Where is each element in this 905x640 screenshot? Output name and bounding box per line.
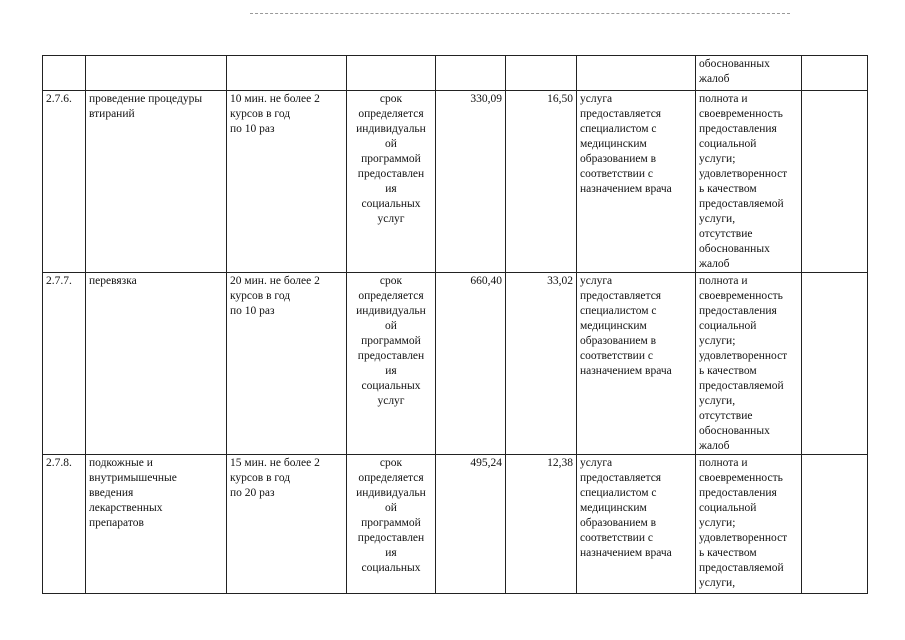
cell-extra	[802, 455, 868, 594]
cell-conditions	[577, 56, 696, 91]
cell-quality: полнота и своевременность предоставления социальной услуги; удовлетворенност ь качеством предоставляемой услуги, отсутствие обоснованных жалоб	[696, 91, 802, 273]
cell-term: срок определяется индивидуальн ой программой предоставлен ия социальных услуг	[347, 91, 436, 273]
cell-num	[43, 56, 86, 91]
table-row	[43, 455, 868, 594]
cell-conditions: услуга предоставляется специалистом с медицинским образованием в соответствии с назначением врача	[577, 455, 696, 594]
cell-num: 2.7.6.	[43, 91, 86, 273]
cell-rate: 33,02	[506, 273, 577, 455]
cell-time: 20 мин. не более 2 курсов в год по 10 раз	[227, 273, 347, 455]
cell-price	[436, 56, 506, 91]
cell-name: проведение процедуры втираний	[86, 91, 227, 273]
cell-num: 2.7.8.	[43, 455, 86, 594]
cell-num: 2.7.7.	[43, 273, 86, 455]
cell-time: 10 мин. не более 2 курсов в год по 10 раз	[227, 91, 347, 273]
cell-quality: полнота и своевременность предоставления социальной услуги; удовлетворенност ь качеством предоставляемой услуги, отсутствие обоснованных жалоб	[696, 273, 802, 455]
services-table	[42, 55, 868, 594]
table-row	[43, 273, 868, 455]
cell-term: срок определяется индивидуальн ой программой предоставлен ия социальных	[347, 455, 436, 594]
cell-price: 495,24	[436, 455, 506, 594]
cell-time: 15 мин. не более 2 курсов в год по 20 раз	[227, 455, 347, 594]
cell-conditions: услуга предоставляется специалистом с медицинским образованием в соответствии с назначением врача	[577, 273, 696, 455]
cell-quality: полнота и своевременность предоставления социальной услуги; удовлетворенност ь качеством предоставляемой услуги,	[696, 455, 802, 594]
cell-name: подкожные и внутримышечные введения лекарственных препаратов	[86, 455, 227, 594]
cell-term: срок определяется индивидуальн ой программой предоставлен ия социальных услуг	[347, 273, 436, 455]
cell-extra	[802, 91, 868, 273]
cell-extra	[802, 56, 868, 91]
cell-quality: обоснованных жалоб	[696, 56, 802, 91]
cell-price: 660,40	[436, 273, 506, 455]
table-row-continued	[43, 56, 868, 91]
cell-rate: 12,38	[506, 455, 577, 594]
cell-extra	[802, 273, 868, 455]
cell-name	[86, 56, 227, 91]
scan-artifact-line	[250, 13, 790, 14]
cell-rate	[506, 56, 577, 91]
cell-conditions: услуга предоставляется специалистом с медицинским образованием в соответствии с назначением врача	[577, 91, 696, 273]
cell-time	[227, 56, 347, 91]
cell-rate: 16,50	[506, 91, 577, 273]
cell-name: перевязка	[86, 273, 227, 455]
table-row	[43, 91, 868, 273]
cell-term	[347, 56, 436, 91]
cell-price: 330,09	[436, 91, 506, 273]
